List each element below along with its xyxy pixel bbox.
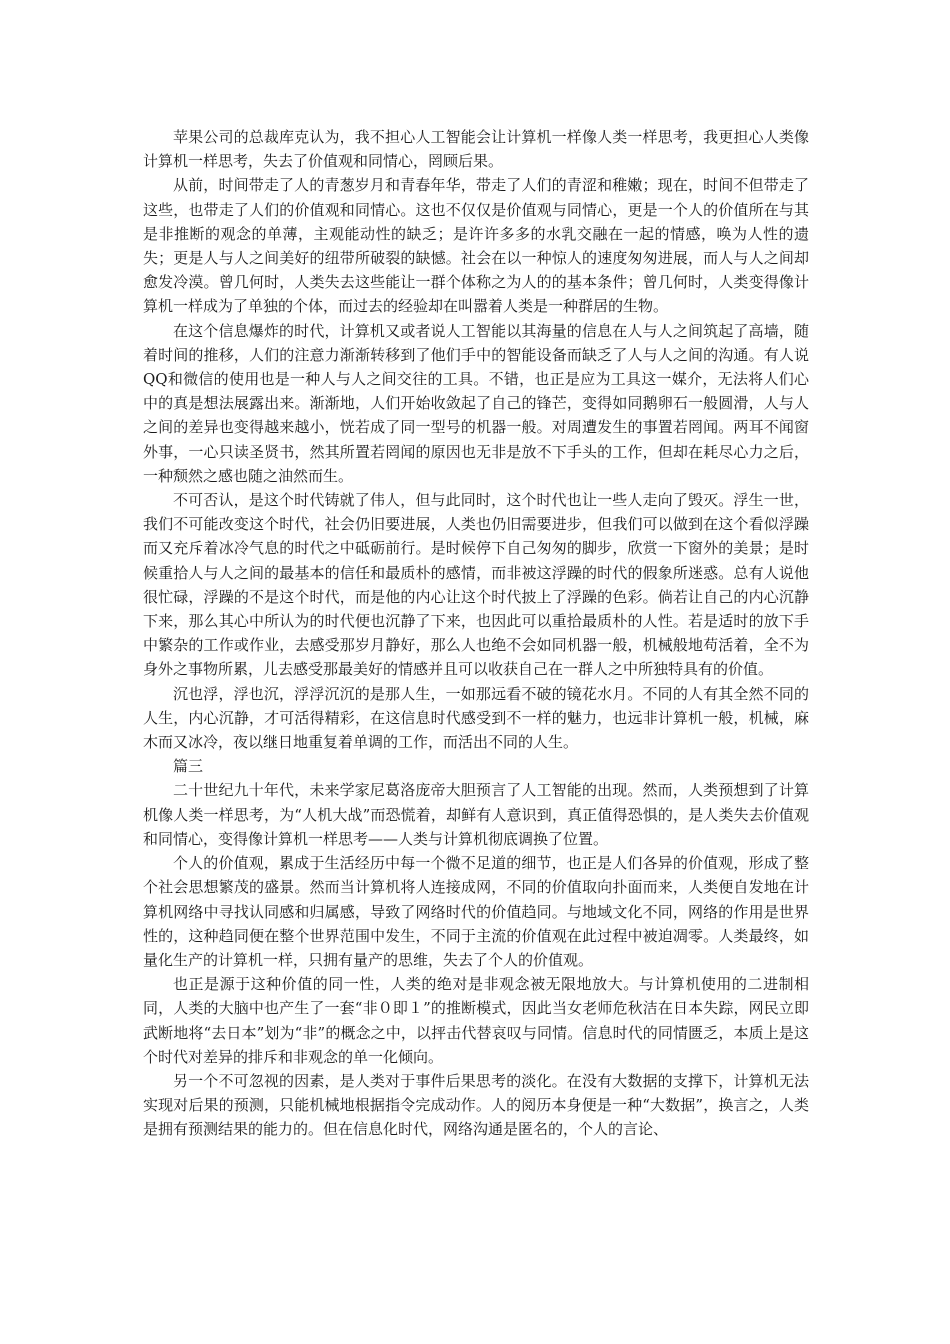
paragraph-2: 从前，时间带走了人的青葱岁月和青春年华，带走了人们的青涩和稚嫩；现在，时间不但带走了这些，也带走了人们的价值观和同情心。这也不仅仅是价值观与同情心，更是一个人的价值所在与其是非推断的观念的单薄，主观能动性的缺乏；是许许多多的水乳交融在一起的情感，唤为人性的遗失；更是人与人之间美好的纽带所破裂的缺憾。社会在以一种惊人的速度匆匆进展，而人与人之间却愈发冷漠。曾几何时，人类失去这些能让一群个体称之为人的的基本条件；曾几何时，人类变得像计算机一样成为了单独的个体，而过去的经验却在叫嚣着人类是一种群居的生物。 [143,176,809,316]
article-body [143,125,809,1142]
paragraph-4: 不可否认，是这个时代铸就了伟人，但与此同时，这个时代也让一些人走向了毁灭。浮生一世，我们不可能改变这个时代，社会仍旧要进展，人类也仍旧需要进步，但我们可以做到在这个看似浮躁而又充斥着冰冷气息的时代之中砥砺前行。是时候停下自己匆匆的脚步，欣赏一下窗外的美景；是时候重拾人与人之间的最基本的信任和最质朴的感情，而非被这浮躁的时代的假象所迷惑。总有人说他很忙碌，浮躁的不是这个时代，而是他的内心让这个时代披上了浮躁的色彩。倘若让自己的内心沉静下来，那么其心中所认为的时代便也沉静了下来，也因此可以重拾最质朴的人性。若是适时的放下手中繁杂的工作或作业，去感受那岁月静好，那么人也绝不会如同机器一般，机械般地苟活着，全不为身外之事物所累，儿去感受那最美好的情感并且可以收获自己在一群人之中所独特具有的价值。 [143,491,809,679]
paragraph-8: 也正是源于这种价值的同一性，人类的绝对是非观念被无限地放大。与计算机使用的二进制相同，人类的大脑中也产生了一套“非０即１”的推断模式，因此当女老师危秋洁在日本失踪，网民立即武断地将“去日本”划为“非”的概念之中，以抨击代替哀叹与同情。信息时代的同情匮乏，本质上是这个时代对差异的排斥和非观念的单一化倾向。 [143,975,809,1066]
paragraph-7: 个人的价值观，累成于生活经历中每一个微不足道的细节，也正是人们各异的价值观，形成了整个社会思想繁茂的盛景。然而当计算机将人连接成网，不同的价值取向扑面而来，人类便自发地在计算机网络中寻找认同感和归属感，导致了网络时代的价值趋同。与地域文化不同，网络的作用是世界性的，这种趋同便在整个世界范围中发生，不同于主流的价值观在此过程中被迫凋零。人类最终，如量化生产的计算机一样，只拥有量产的思维，失去了个人的价值观。 [143,854,809,969]
section-heading: 篇三 [173,757,204,776]
paragraph-3: 在这个信息爆炸的时代，计算机又或者说人工智能以其海量的信息在人与人之间筑起了高墙，随着时间的推移，人们的注意力渐渐转移到了他们手中的智能设备而缺乏了人与人之间的沟通。有人说QQ和微信的使用也是一种人与人之间交往的工具。不错，也正是应为工具这一媒介，无法将人们心中的真是想法展露出来。渐渐地，人们开始收敛起了自己的锋芒，变得如同鹅卵石一般圆滑，人与人之间的差异也变得越来越小，恍若成了同一型号的机器一般。对周遭发生的事置若罔闻。两耳不闻窗外事，一心只读圣贤书，然其所置若罔闻的原因也无非是放不下手头的工作，但却在耗尽心力之后，一种颓然之感也随之油然而生。 [143,321,809,485]
paragraph-5: 沉也浮，浮也沉，浮浮沉沉的是那人生，一如那远看不破的镜花水月。不同的人有其全然不同的人生，内心沉静，才可活得精彩，在这信息时代感受到不一样的魅力，也远非计算机一般，机械，麻木而又冰冷，夜以继日地重复着单调的工作，而活出不同的人生。 [143,684,809,752]
paragraph-9: 另一个不可忽视的因素，是人类对于事件后果思考的淡化。在没有大数据的支撑下，计算机无法实现对后果的预测，只能机械地根据指令完成动作。人的阅历本身便是一种“大数据”，换言之，人类是拥有预测结果的能力的。但在信息化时代，网络沟通是匿名的，个人的言论、 [143,1071,809,1139]
paragraph-6: 二十世纪九十年代，未来学家尼葛洛庞帝大胆预言了人工智能的出现。然而，人类预想到了计算机像人类一样思考，为“人机大战”而恐慌着，却鲜有人意识到，真正值得恐惧的，是人类失去价值观和同情心，变得像计算机一样思考——人类与计算机彻底调换了位置。 [143,781,809,848]
paragraph-1: 苹果公司的总裁库克认为，我不担心人工智能会让计算机一样像人类一样思考，我更担心人类像计算机一样思考，失去了价值观和同情心，罔顾后果。 [143,128,809,171]
